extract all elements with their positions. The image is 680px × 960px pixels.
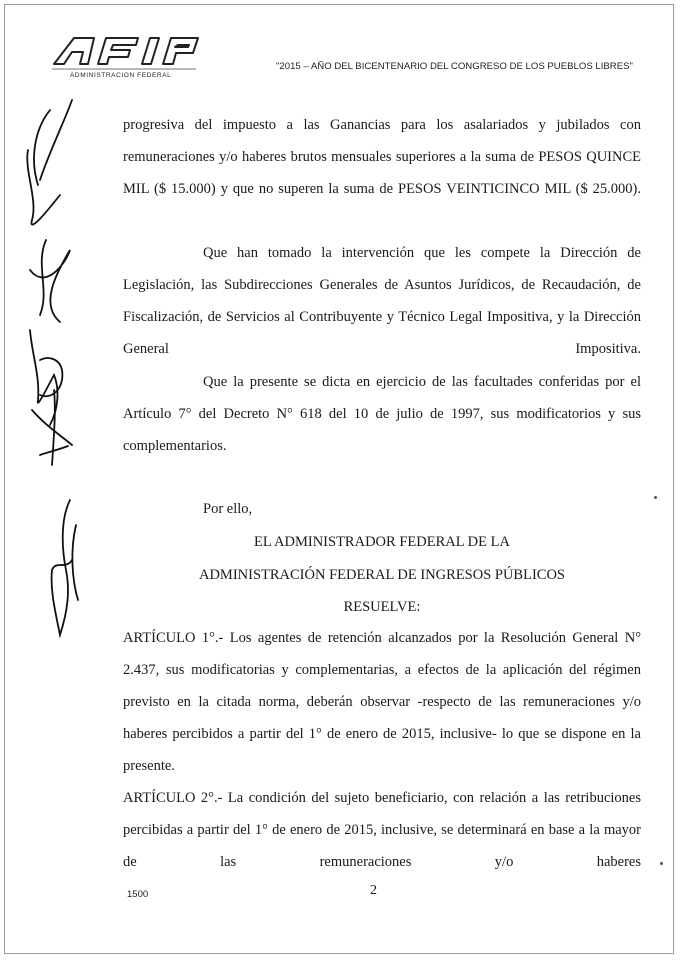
footer-code: 1500: [127, 889, 149, 900]
scan-speck: [654, 496, 657, 499]
paragraph-continuation: progresiva del impuesto a las Ganancias para los asalariados y jubilados con remuneraciones y/o haberes brutos mensuales superiores a la suma de PESOS QUINCE MIL ($ 15.000) y que no superen la suma de PESOS VEINTICINCO MIL ($ 25.000).: [123, 117, 641, 197]
logo-subtitle: ADMINISTRACION FEDERAL: [70, 72, 172, 79]
resuelve-heading: RESUELVE:: [343, 599, 421, 615]
page-number: 2: [370, 883, 377, 898]
paragraph-intervention: Que han tomado la intervención que les compete la Dirección de Legislación, las Subdirecciones Generales de Asuntos Jurídicos, de Recaudación, de Fiscalización, de Servicios al Contribuyente y Técnico Legal Impositiva, y la Dirección General Impositiva.: [123, 245, 641, 357]
header-motto: "2015 – AÑO DEL BICENTENARIO DEL CONGRESO DE LOS PUEBLOS LIBRES": [276, 61, 633, 72]
authority-line-1: EL ADMINISTRADOR FEDERAL DE LA: [254, 534, 510, 550]
scan-speck: [660, 862, 663, 865]
margin-signatures: [10, 90, 90, 650]
article-1: ARTÍCULO 1°.- Los agentes de retención alcanzados por la Resolución General N° 2.437, sus modificatorias y complementarias, a efectos de la aplicación del régimen previsto en la citada norma, deberán observar -respecto de las remuneraciones y/o haberes percibidos a partir del 1° de enero de 2015, inclusive- lo que se dispone en la presente.: [123, 630, 641, 774]
authority-line-2: ADMINISTRACIÓN FEDERAL DE INGRESOS PÚBLICOS: [198, 567, 565, 583]
paragraph-faculties: Que la presente se dicta en ejercicio de las facultades conferidas por el Artículo 7° del Decreto N° 618 del 10 de julio de 1997, sus modificatorios y sus complementarios.: [123, 374, 641, 454]
por-ello: Por ello,: [203, 501, 253, 517]
article-2: ARTÍCULO 2°.- La condición del sujeto beneficiario, con relación a las retribuciones percibidas a partir del 1° de enero de 2015, inclusive, se determinará en base a la mayor de las remuneraciones y/o haberes: [123, 790, 641, 870]
